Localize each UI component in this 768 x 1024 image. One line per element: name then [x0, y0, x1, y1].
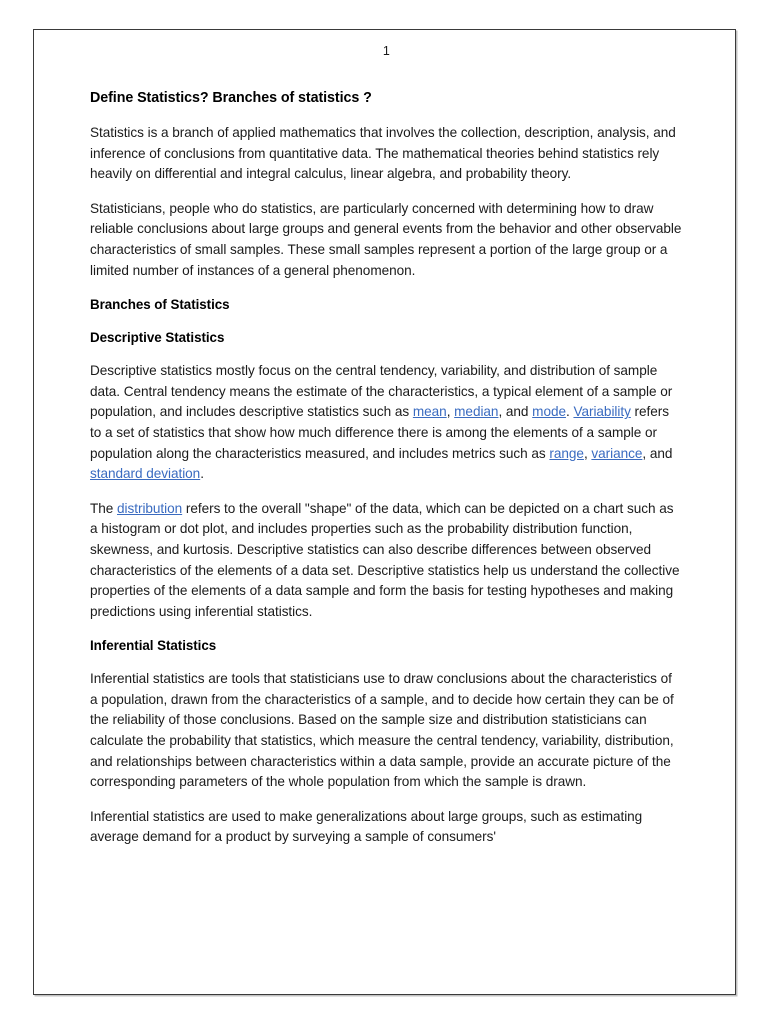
page-content-area: [34, 30, 735, 994]
link-variance[interactable]: variance: [591, 445, 643, 461]
paragraph-intro-1: Statistics is a branch of applied mathematics that involves the collection, description, analysis, and inference of conclusions from quantitative data. The mathematical theories behind statistics rely heavily on differential and integral calculus, linear algebra, and probability theory.: [90, 125, 676, 182]
paragraph-inferential-1: Inferential statistics are tools that statisticians use to draw conclusions about the characteristics of a population, drawn from the characteristics of a sample, and to decide how certain they can be of the reliability of those conclusions. Based on the sample size and distribution statisticians can calculate the probability that statistics, which measure the central tendency, variability, distribution, and relationships between characteristics within a data sample, provide an accurate picture of the corresponding parameters of the whole population from which the sample is drawn.: [90, 671, 674, 790]
paragraph-inferential-2: Inferential statistics are used to make generalizations about large groups, such as estimating average demand for a product by surveying a sample of consumers': [90, 808, 643, 845]
link-range[interactable]: range: [549, 445, 584, 461]
section-heading-inferential: Inferential Statistics: [90, 638, 217, 654]
text-run: , and: [498, 404, 533, 420]
link-mean[interactable]: mean: [412, 404, 447, 420]
text-run: The: [90, 500, 118, 516]
text-run: .: [565, 404, 574, 420]
text-run: refers to a set of statistics that show how much difference there is among the elements of a sample or population along the characteristics measured, and includes metrics such as: [90, 404, 670, 461]
paragraph-distribution: [90, 499, 683, 623]
text-run: ,: [583, 445, 592, 461]
link-mode[interactable]: mode: [532, 404, 566, 420]
text-run: refers to the overall "shape" of the data, which can be depicted on a chart such as a histogram or dot plot, and includes properties such as the probability distribution function, skewness, and kurtosis. Descriptive statistics can also describe differences between observed characteristics of the elements of a data set. Descriptive statistics help us understand the collective properties of the elements of a data sample and form the basis for testing hypotheses and making predictions using inferential statistics.: [90, 500, 680, 619]
link-standard-deviation[interactable]: standard deviation: [90, 466, 201, 482]
text-run: .: [200, 466, 204, 482]
section-heading-branches: Branches of Statistics: [90, 297, 230, 313]
paragraph-descriptive-statistics: [90, 361, 683, 485]
link-variability[interactable]: Variability: [573, 404, 631, 420]
text-run: ,: [446, 404, 455, 420]
link-median[interactable]: median: [454, 404, 499, 420]
text-run: Descriptive statistics mostly focus on the central tendency, variability, and distribution of sample data. Central tendency means the estimate of the characteristics, a typical element of a sample or population, and includes descriptive statistics such as: [90, 363, 673, 420]
text-run: , and: [642, 445, 673, 461]
paragraph-intro-2: Statisticians, people who do statistics, are particularly concerned with determining how to draw reliable conclusions about large groups and general events from the behavior and other observable characteristics of small samples. These small samples represent a portion of the large group or a limited number of instances of a general phenomenon.: [90, 200, 682, 278]
section-heading-descriptive: Descriptive Statistics: [90, 330, 225, 346]
page-title: Define Statistics? Branches of statistics ?: [90, 90, 372, 106]
page-number: 1: [382, 44, 391, 58]
document-body: [90, 89, 683, 848]
link-distribution[interactable]: distribution: [117, 500, 183, 516]
document-page: [33, 29, 736, 995]
